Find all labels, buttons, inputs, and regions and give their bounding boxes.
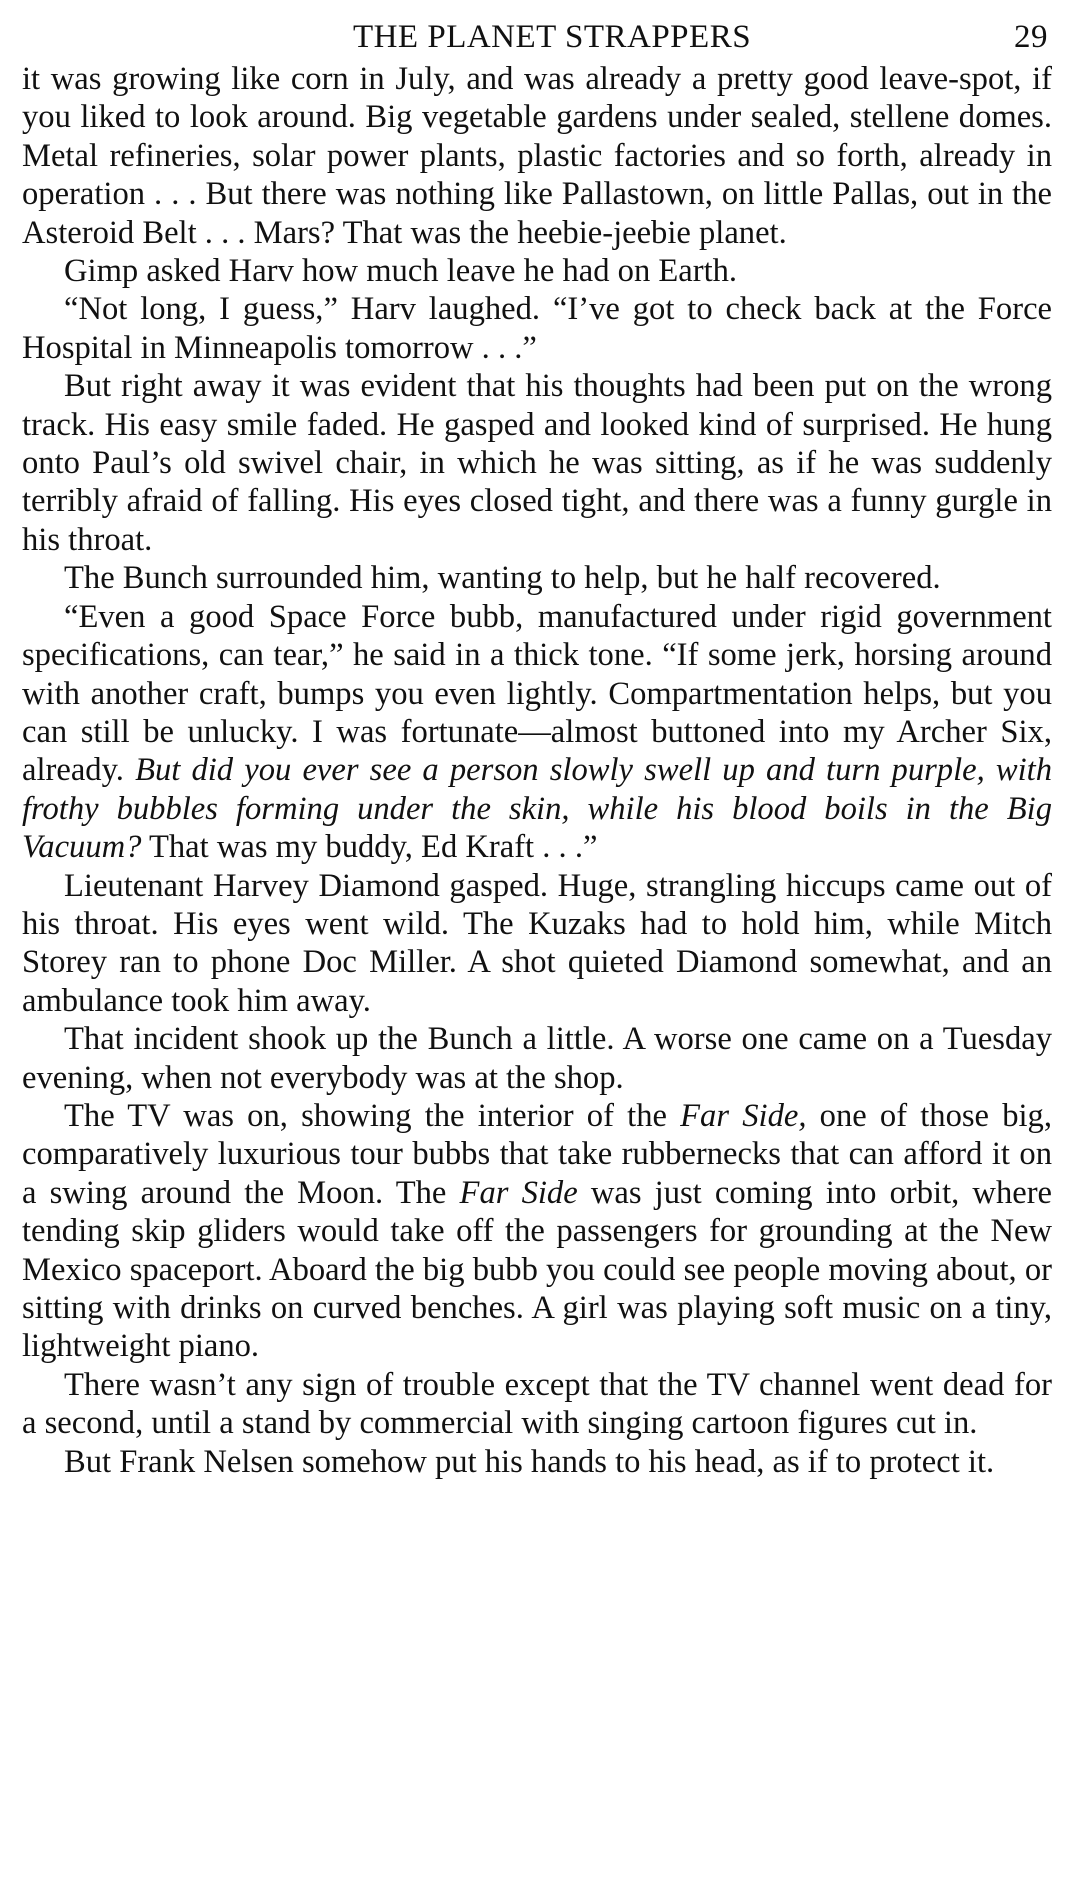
text-run: one of those big, comparatively luxurious tour bubbs that take rubbernecks that can afford it on a swing around the Moon. The [22,1097,1052,1211]
text-run: The Bunch surrounded him, wanting to help, but he half recovered. [64,560,941,597]
running-head [22,14,1052,60]
running-title: THE PLANET STRAPPERS [352,19,752,55]
text-run: The TV was on, showing the interior of the [64,1097,681,1134]
paragraph [22,559,1052,597]
paragraph [22,290,1052,367]
paragraph [22,60,1052,252]
book-page [22,14,1052,1481]
italic-text: Far Side [459,1174,578,1211]
text-run: “Not long, I guess,” Harv laughed. “I’ve got to check back at the Force Hospital in Minneapolis tomorrow . . .” [22,291,1052,366]
italic-text: Far Side, [680,1097,807,1134]
text-run: was just coming into orbit, where tending skip gliders would take off the passengers for grounding at the New Mexico spaceport. Aboard the big bubb you could see people moving about, or sitting with drinks on curved benches. A girl was playing soft music on a tiny, lightweight piano. [22,1174,1053,1365]
text-run: But Frank Nelsen somehow put his hands to his head, as if to protect it. [64,1443,995,1480]
paragraph [22,1366,1052,1443]
paragraph [22,252,1052,290]
paragraph [22,1020,1052,1097]
paragraph [22,367,1052,559]
paragraph [22,1443,1052,1481]
paragraph [22,1097,1052,1366]
page-number: 29 [1014,19,1048,55]
paragraph [22,867,1052,1021]
text-run: Lieutenant Harvey Diamond gasped. Huge, strangling hiccups came out of his throat. His eyes went wild. The Kuzaks had to hold him, while Mitch Storey ran to phone Doc Miller. A shot quieted Diamond somewhat, and an ambulance took him away. [22,867,1052,1019]
text-run: There wasn’t any sign of trouble except that the TV channel went dead for a second, until a stand by commercial with singing cartoon figures cut in. [22,1366,1052,1442]
text-run: That was my buddy, Ed Kraft . . .” [141,829,598,866]
text-run: But right away it was evident that his thoughts had been put on the wrong track. His easy smile faded. He gasped and looked kind of surprised. He hung onto Paul’s old swivel chair, in which he was sitting, as if he was suddenly terribly afraid of falling. His eyes closed tight, and there was a funny gurgle in his throat. [22,368,1052,558]
paragraph [22,598,1052,867]
text-run: it was growing like corn in July, and was already a pretty good leave-spot, if you liked to look around. Big vegetable gardens under sealed, stellene domes. Metal refineries, solar power plants, plastic factories and so forth, already in operation . . . But there was nothing like Pallastown, on little Pallas, out in the Asteroid Belt . . . Mars? That was the heebie-jeebie planet. [22,61,1052,251]
italic-text: But did you ever see a person slowly swell up and turn purple, with frothy bubbles forming under the skin, while his blood boils in the Big Vacuum? [22,752,1053,866]
text-run: That incident shook up the Bunch a little. A worse one came on a Tuesday evening, when not everybody was at the shop. [22,1021,1052,1096]
body-text [22,60,1052,1481]
text-run: “Even a good Space Force bubb, manufactured under rigid government specifications, can tear,” he said in a thick tone. “If some jerk, horsing around with another craft, bumps you even lightly. Compartmentation helps, but you can still be unlucky. I was fortunate—almost buttoned into my Archer Six, already. [22,598,1052,789]
text-run: Gimp asked Harv how much leave he had on Earth. [64,253,738,290]
